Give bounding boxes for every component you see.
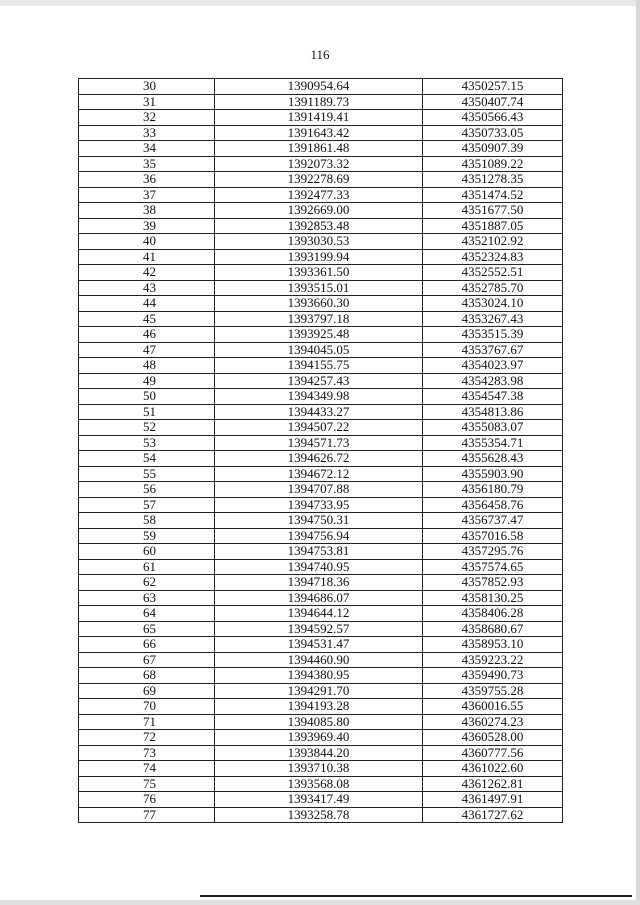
table-row [79,497,563,513]
y-coordinate-cell: 4354547.38 [423,389,563,405]
x-coordinate-cell: 1390954.64 [215,79,423,95]
x-coordinate-cell: 1394740.95 [215,559,423,575]
coordinates-table-body [79,79,563,823]
point-number-cell: 42 [79,265,215,281]
point-number-cell: 70 [79,699,215,715]
y-coordinate-cell: 4357295.76 [423,544,563,560]
point-number-cell: 45 [79,311,215,327]
point-number-cell: 65 [79,621,215,637]
x-coordinate-cell: 1394750.31 [215,513,423,529]
x-coordinate-cell: 1394672.12 [215,466,423,482]
y-coordinate-cell: 4353515.39 [423,327,563,343]
x-coordinate-cell: 1393361.50 [215,265,423,281]
y-coordinate-cell: 4355903.90 [423,466,563,482]
y-coordinate-cell: 4351089.22 [423,156,563,172]
point-number-cell: 75 [79,776,215,792]
x-coordinate-cell: 1394644.12 [215,606,423,622]
table-row [79,451,563,467]
y-coordinate-cell: 4358406.28 [423,606,563,622]
point-number-cell: 53 [79,435,215,451]
x-coordinate-cell: 1393568.08 [215,776,423,792]
point-number-cell: 59 [79,528,215,544]
x-coordinate-cell: 1394718.36 [215,575,423,591]
y-coordinate-cell: 4352102.92 [423,234,563,250]
table-row [79,311,563,327]
y-coordinate-cell: 4350257.15 [423,79,563,95]
table-row [79,730,563,746]
x-coordinate-cell: 1394045.05 [215,342,423,358]
table-row [79,234,563,250]
y-coordinate-cell: 4360016.55 [423,699,563,715]
table-row [79,141,563,157]
y-coordinate-cell: 4359755.28 [423,683,563,699]
point-number-cell: 33 [79,125,215,141]
x-coordinate-cell: 1393515.01 [215,280,423,296]
table-row [79,296,563,312]
point-number-cell: 31 [79,94,215,110]
point-number-cell: 51 [79,404,215,420]
y-coordinate-cell: 4355354.71 [423,435,563,451]
coordinates-table [78,78,563,823]
y-coordinate-cell: 4352552.51 [423,265,563,281]
y-coordinate-cell: 4360777.56 [423,745,563,761]
point-number-cell: 55 [79,466,215,482]
table-row [79,683,563,699]
point-number-cell: 48 [79,358,215,374]
x-coordinate-cell: 1393925.48 [215,327,423,343]
x-coordinate-cell: 1393199.94 [215,249,423,265]
x-coordinate-cell: 1392853.48 [215,218,423,234]
point-number-cell: 49 [79,373,215,389]
table-row [79,420,563,436]
table-row [79,528,563,544]
table-row [79,513,563,529]
y-coordinate-cell: 4354813.86 [423,404,563,420]
y-coordinate-cell: 4350407.74 [423,94,563,110]
table-row [79,544,563,560]
table-row [79,466,563,482]
x-coordinate-cell: 1394349.98 [215,389,423,405]
point-number-cell: 71 [79,714,215,730]
table-row [79,342,563,358]
table-row [79,559,563,575]
table-row [79,745,563,761]
point-number-cell: 39 [79,218,215,234]
y-coordinate-cell: 4361727.62 [423,807,563,823]
y-coordinate-cell: 4357574.65 [423,559,563,575]
x-coordinate-cell: 1393710.38 [215,761,423,777]
table-row [79,590,563,606]
y-coordinate-cell: 4359490.73 [423,668,563,684]
y-coordinate-cell: 4356180.79 [423,482,563,498]
y-coordinate-cell: 4353024.10 [423,296,563,312]
y-coordinate-cell: 4361497.91 [423,792,563,808]
point-number-cell: 60 [79,544,215,560]
y-coordinate-cell: 4355628.43 [423,451,563,467]
table-row [79,404,563,420]
table-row [79,435,563,451]
x-coordinate-cell: 1392278.69 [215,172,423,188]
table-row [79,280,563,296]
y-coordinate-cell: 4353267.43 [423,311,563,327]
x-coordinate-cell: 1394257.43 [215,373,423,389]
y-coordinate-cell: 4356458.76 [423,497,563,513]
point-number-cell: 63 [79,590,215,606]
point-number-cell: 46 [79,327,215,343]
scan-edge-bottom [0,900,640,905]
x-coordinate-cell: 1394531.47 [215,637,423,653]
table-row [79,714,563,730]
y-coordinate-cell: 4355083.07 [423,420,563,436]
table-row [79,668,563,684]
y-coordinate-cell: 4351677.50 [423,203,563,219]
x-coordinate-cell: 1391419.41 [215,110,423,126]
x-coordinate-cell: 1391861.48 [215,141,423,157]
y-coordinate-cell: 4357016.58 [423,528,563,544]
table-row [79,218,563,234]
scan-edge-right [636,0,640,905]
point-number-cell: 74 [79,761,215,777]
x-coordinate-cell: 1392477.33 [215,187,423,203]
point-number-cell: 35 [79,156,215,172]
point-number-cell: 68 [79,668,215,684]
y-coordinate-cell: 4357852.93 [423,575,563,591]
x-coordinate-cell: 1394193.28 [215,699,423,715]
table-row [79,776,563,792]
x-coordinate-cell: 1394753.81 [215,544,423,560]
table-row [79,389,563,405]
y-coordinate-cell: 4352785.70 [423,280,563,296]
point-number-cell: 30 [79,79,215,95]
x-coordinate-cell: 1393258.78 [215,807,423,823]
table-row [79,203,563,219]
point-number-cell: 64 [79,606,215,622]
table-row [79,125,563,141]
point-number-cell: 72 [79,730,215,746]
y-coordinate-cell: 4352324.83 [423,249,563,265]
table-row [79,373,563,389]
point-number-cell: 50 [79,389,215,405]
x-coordinate-cell: 1394733.95 [215,497,423,513]
point-number-cell: 57 [79,497,215,513]
point-number-cell: 67 [79,652,215,668]
table-row [79,699,563,715]
table-row [79,482,563,498]
table-row [79,575,563,591]
point-number-cell: 66 [79,637,215,653]
y-coordinate-cell: 4351474.52 [423,187,563,203]
x-coordinate-cell: 1393030.53 [215,234,423,250]
point-number-cell: 34 [79,141,215,157]
table-row [79,358,563,374]
table-row [79,327,563,343]
x-coordinate-cell: 1391189.73 [215,94,423,110]
y-coordinate-cell: 4350566.43 [423,110,563,126]
table-row [79,94,563,110]
point-number-cell: 44 [79,296,215,312]
point-number-cell: 36 [79,172,215,188]
point-number-cell: 52 [79,420,215,436]
x-coordinate-cell: 1394686.07 [215,590,423,606]
x-coordinate-cell: 1391643.42 [215,125,423,141]
y-coordinate-cell: 4361262.81 [423,776,563,792]
x-coordinate-cell: 1393969.40 [215,730,423,746]
point-number-cell: 47 [79,342,215,358]
y-coordinate-cell: 4358680.67 [423,621,563,637]
x-coordinate-cell: 1394433.27 [215,404,423,420]
table-row [79,110,563,126]
point-number-cell: 40 [79,234,215,250]
x-coordinate-cell: 1392669.00 [215,203,423,219]
y-coordinate-cell: 4356737.47 [423,513,563,529]
x-coordinate-cell: 1394291.70 [215,683,423,699]
table-row [79,172,563,188]
table-row [79,761,563,777]
y-coordinate-cell: 4353767.67 [423,342,563,358]
table-row [79,187,563,203]
scan-edge-top [0,0,640,6]
x-coordinate-cell: 1394592.57 [215,621,423,637]
x-coordinate-cell: 1394507.22 [215,420,423,436]
point-number-cell: 69 [79,683,215,699]
table-row [79,792,563,808]
point-number-cell: 32 [79,110,215,126]
bottom-rule [200,895,632,897]
x-coordinate-cell: 1393797.18 [215,311,423,327]
x-coordinate-cell: 1394626.72 [215,451,423,467]
y-coordinate-cell: 4360528.00 [423,730,563,746]
point-number-cell: 41 [79,249,215,265]
x-coordinate-cell: 1394571.73 [215,435,423,451]
y-coordinate-cell: 4351887.05 [423,218,563,234]
page-number: 116 [310,47,330,62]
x-coordinate-cell: 1393844.20 [215,745,423,761]
x-coordinate-cell: 1392073.32 [215,156,423,172]
point-number-cell: 43 [79,280,215,296]
y-coordinate-cell: 4354023.97 [423,358,563,374]
point-number-cell: 58 [79,513,215,529]
x-coordinate-cell: 1394380.95 [215,668,423,684]
x-coordinate-cell: 1394155.75 [215,358,423,374]
point-number-cell: 61 [79,559,215,575]
point-number-cell: 38 [79,203,215,219]
table-row [79,606,563,622]
point-number-cell: 62 [79,575,215,591]
y-coordinate-cell: 4360274.23 [423,714,563,730]
y-coordinate-cell: 4354283.98 [423,373,563,389]
table-row [79,621,563,637]
table-row [79,249,563,265]
table-row [79,652,563,668]
table-row [79,156,563,172]
y-coordinate-cell: 4359223.22 [423,652,563,668]
y-coordinate-cell: 4361022.60 [423,761,563,777]
point-number-cell: 77 [79,807,215,823]
point-number-cell: 56 [79,482,215,498]
table-row [79,79,563,95]
point-number-cell: 73 [79,745,215,761]
x-coordinate-cell: 1394085.80 [215,714,423,730]
x-coordinate-cell: 1393660.30 [215,296,423,312]
table-row [79,637,563,653]
table-row [79,265,563,281]
x-coordinate-cell: 1394756.94 [215,528,423,544]
y-coordinate-cell: 4351278.35 [423,172,563,188]
y-coordinate-cell: 4350907.39 [423,141,563,157]
x-coordinate-cell: 1394707.88 [215,482,423,498]
point-number-cell: 37 [79,187,215,203]
y-coordinate-cell: 4350733.05 [423,125,563,141]
x-coordinate-cell: 1393417.49 [215,792,423,808]
y-coordinate-cell: 4358130.25 [423,590,563,606]
point-number-cell: 76 [79,792,215,808]
y-coordinate-cell: 4358953.10 [423,637,563,653]
x-coordinate-cell: 1394460.90 [215,652,423,668]
point-number-cell: 54 [79,451,215,467]
table-row [79,807,563,823]
